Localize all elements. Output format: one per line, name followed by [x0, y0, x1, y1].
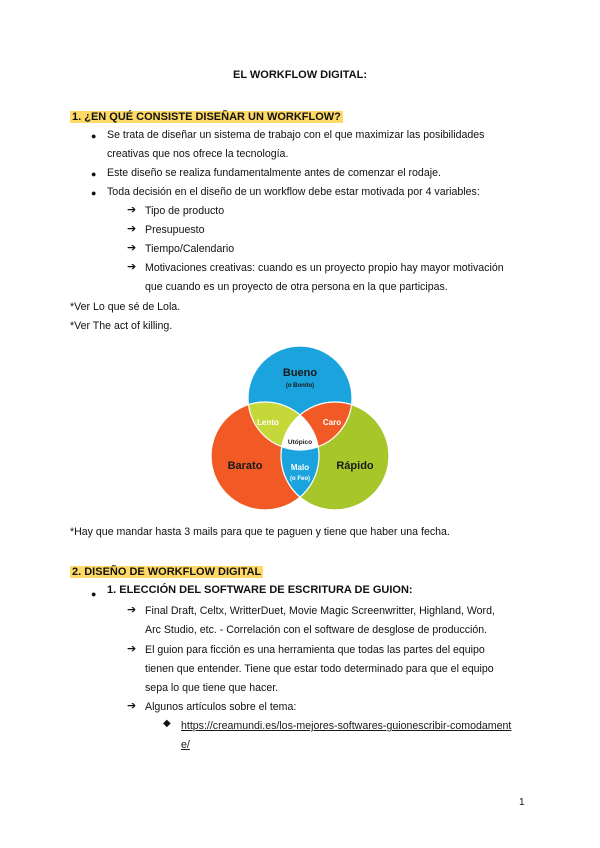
bullet-text: Este diseño se realiza fundamentalmente antes de comenzar el rodaje. [107, 167, 441, 179]
list-item: Final Draft, Celtx, WritterDuet, Movie Magic Screenwritter, Highland, Word, [145, 605, 495, 617]
section-1-heading: 1. ¿EN QUÉ CONSISTE DISEÑAR UN WORKFLOW? [72, 111, 341, 123]
subsection-heading: 1. ELECCIÓN DEL SOFTWARE DE ESCRITURA DE GUION: [107, 584, 413, 596]
arrow-icon: ➔ [127, 261, 137, 273]
variable-item: Tiempo/Calendario [145, 243, 235, 255]
bullet-text: Toda decisión en el diseño de un workflow debe estar motivada por 4 variables: [107, 186, 480, 198]
venn-label-barato: Barato [227, 460, 263, 472]
article-link-continued[interactable]: e/ [181, 739, 190, 751]
arrow-icon: ➔ [127, 643, 137, 655]
venn-label-caro: Caro [322, 418, 342, 427]
variable-item-continued: que cuando es un proyecto de otra persona en la que participas. [145, 281, 448, 293]
arrow-icon: ➔ [127, 604, 137, 616]
list-item: Algunos artículos sobre el tema: [145, 701, 297, 713]
venn-label-bueno: Bueno [282, 367, 318, 379]
bullet-dot: ● [91, 589, 97, 599]
arrow-icon: ➔ [127, 204, 137, 216]
venn-label-rapido: Rápido [336, 460, 374, 472]
arrow-icon: ➔ [127, 242, 137, 254]
variable-item: Tipo de producto [145, 205, 225, 217]
diamond-bullet-icon: ◆ [163, 718, 171, 729]
note-line: *Hay que mandar hasta 3 mails para que te paguen y tiene que haber una fecha. [70, 526, 450, 538]
venn-label-utopico: Utópico [287, 439, 313, 446]
bullet-text: Se trata de diseñar un sistema de trabajo con el que maximizar las posibilidades [107, 129, 485, 141]
bullet-text-continued: creativas que nos ofrece la tecnología. [107, 148, 289, 160]
list-item-continued: sepa lo que tiene que hacer. [145, 682, 279, 694]
article-link[interactable]: https://creamundi.es/los-mejores-softwares-guionescribir-comodament [181, 720, 512, 732]
list-item-continued: Arc Studio, etc. - Correlación con el software de desglose de producción. [145, 624, 488, 636]
venn-diagram [205, 346, 395, 516]
bullet-dot: ● [91, 169, 97, 179]
bullet-dot: ● [91, 131, 97, 141]
venn-sublabel-malo: (o Feo) [290, 476, 310, 482]
list-item: El guion para ficción es una herramienta que todas las partes del equipo [145, 644, 485, 656]
list-item-continued: tienen que entender. Tiene que estar todo determinado para que el equipo [145, 663, 494, 675]
document-title: EL WORKFLOW DIGITAL: [232, 69, 367, 81]
page-number: 1 [519, 797, 525, 808]
venn-label-malo: Malo [290, 463, 310, 472]
variable-item: Presupuesto [145, 224, 205, 236]
venn-sublabel-bueno: (o Bonito) [285, 383, 315, 389]
note-line: *Ver The act of killing. [70, 320, 173, 332]
variable-item: Motivaciones creativas: cuando es un proyecto propio hay mayor motivación [145, 262, 504, 274]
bullet-dot: ● [91, 188, 97, 198]
arrow-icon: ➔ [127, 223, 137, 235]
venn-label-lento: Lento [257, 418, 279, 427]
arrow-icon: ➔ [127, 700, 137, 712]
section-2-heading: 2. DISEÑO DE WORKFLOW DIGITAL [72, 566, 262, 578]
note-line: *Ver Lo que sé de Lola. [70, 301, 181, 313]
